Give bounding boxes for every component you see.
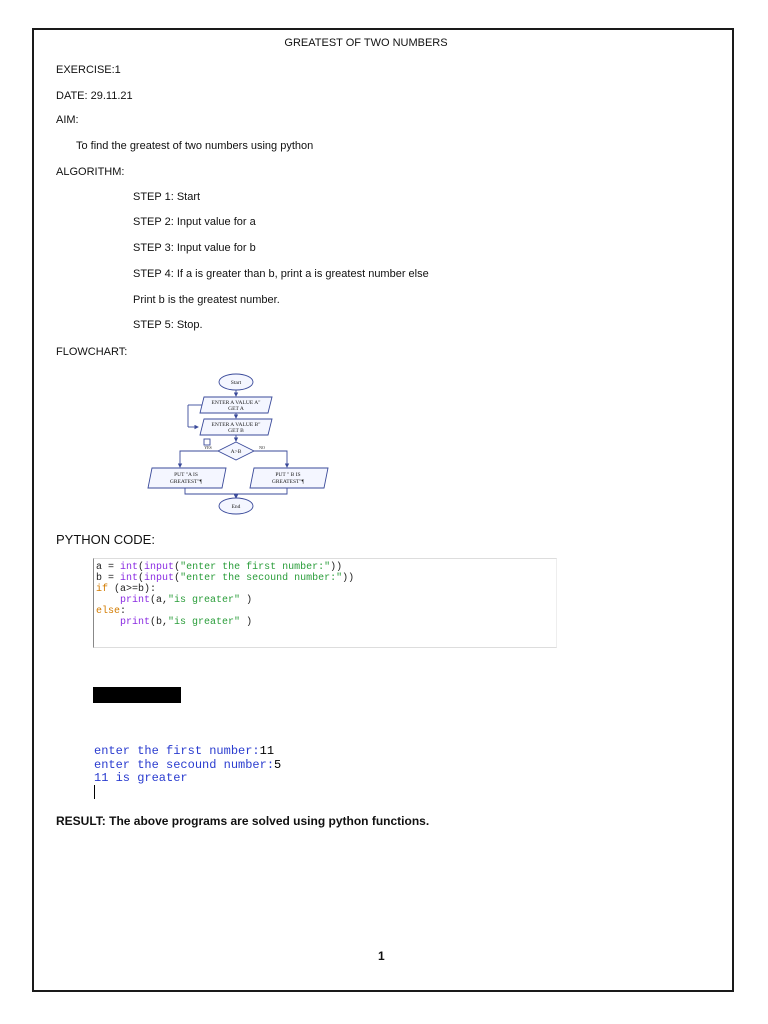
- output-line: 11 is greater: [94, 771, 188, 785]
- flowchart-output-a-label: GREATEST"¶: [169, 479, 203, 485]
- output-line: enter the secound number:5: [94, 758, 282, 772]
- flowchart-no-label: NO: [259, 445, 265, 450]
- algorithm-step: STEP 2: Input value for a: [133, 216, 256, 228]
- aim-heading: AIM:: [56, 114, 79, 126]
- algorithm-heading: ALGORITHM:: [56, 166, 125, 178]
- page-title: GREATEST OF TWO NUMBERS: [284, 37, 448, 49]
- result-text: RESULT: The above programs are solved using python functions.: [56, 814, 430, 828]
- code-line: a = int(input("enter the first number:")): [96, 562, 343, 573]
- flowchart-input-b-label: ENTER A VALUE B": [211, 422, 261, 428]
- date-label: DATE: 29.11.21: [56, 90, 133, 102]
- page-border: [32, 28, 734, 992]
- flowchart-end-label: End: [231, 504, 241, 510]
- python-code-heading: PYTHON CODE:: [56, 532, 155, 547]
- text-cursor: [94, 785, 95, 799]
- flowchart-diagram: [140, 368, 360, 518]
- flowchart-heading: FLOWCHART:: [56, 346, 128, 358]
- algorithm-step: STEP 1: Start: [133, 191, 201, 203]
- redacted-label: [93, 687, 181, 703]
- page-number: 1: [378, 949, 385, 963]
- flowchart-output-b-label: GREATEST"¶: [271, 479, 305, 485]
- code-line: if (a>=b):: [96, 584, 157, 595]
- algorithm-step: Print b is the greatest number.: [133, 294, 280, 306]
- flowchart-start-label: Start: [230, 380, 242, 386]
- flowchart-output-a-label: PUT "A IS: [174, 472, 198, 478]
- flowchart-input-a-label: ENTER A VALUE A": [211, 400, 261, 406]
- flowchart-output-a-node: [148, 468, 226, 488]
- algorithm-step: STEP 4: If a is greater than b, print a is greatest number else: [133, 268, 429, 280]
- code-line: else:: [96, 606, 127, 617]
- flowchart-output-b-node: [250, 468, 328, 488]
- algorithm-step: STEP 5: Stop.: [133, 319, 203, 331]
- flowchart-yes-label: YES: [204, 445, 212, 450]
- exercise-label: EXERCISE:1: [56, 64, 121, 76]
- flowchart-decision-label: A>B: [230, 449, 242, 455]
- code-line: b = int(input("enter the secound number:")): [96, 573, 355, 584]
- code-block: [93, 558, 557, 648]
- algorithm-step: STEP 3: Input value for b: [133, 242, 256, 254]
- flowchart-output-b-label: PUT " B IS: [275, 472, 301, 478]
- output-line: enter the first number:11: [94, 744, 275, 758]
- aim-text: To find the greatest of two numbers using python: [76, 140, 314, 152]
- flowchart-input-b-label: GET B: [228, 428, 244, 434]
- code-line: print(b,"is greater" ): [120, 617, 253, 628]
- flowchart-input-a-label: GET A: [228, 406, 244, 412]
- code-line: print(a,"is greater" ): [120, 595, 253, 606]
